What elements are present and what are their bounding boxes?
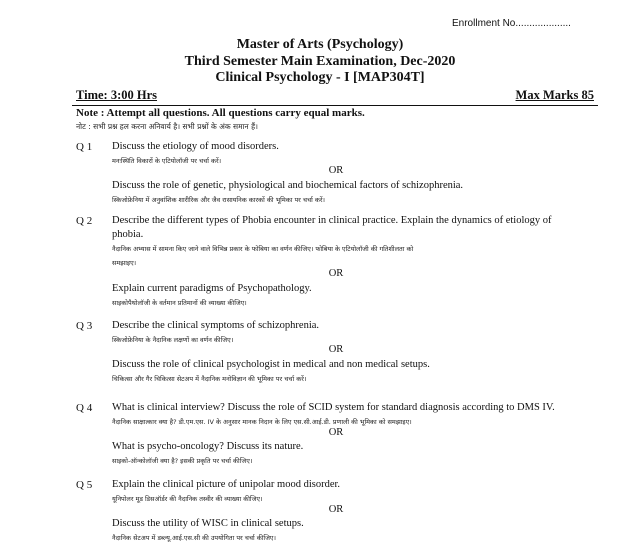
question-number: Q 5 xyxy=(76,479,93,491)
question-text-hindi: नैदानिक अभ्यास में सामना किए जाने वाले विभिन्न प्रकार के फोबिया का वर्णन कीजिए। फोबिया के एटियोलॉजी की गतिशीलता को xyxy=(112,245,414,253)
exam-time: Time: 3:00 Hrs xyxy=(76,88,158,102)
instructions-english: Note : Attempt all questions. All questions carry equal marks. xyxy=(76,107,365,119)
exam-info-bar xyxy=(72,87,598,106)
question-text-hindi-cont: समझाइए। xyxy=(112,259,137,267)
question-number: Q 3 xyxy=(76,320,93,332)
question-alternative: Discuss the role of genetic, physiological and biochemical factors of schizophrenia. xyxy=(112,180,464,191)
enrollment-number: Enrollment No.................... xyxy=(452,18,571,29)
question-text: What is clinical interview? Discuss the role of SCID system for standard diagnosis according to DMS IV. xyxy=(112,402,555,413)
or-divider: OR xyxy=(328,504,344,515)
question-text: Explain the clinical picture of unipolar mood disorder. xyxy=(112,479,341,490)
exam-title: Third Semester Main Examination, Dec-2020 xyxy=(184,54,456,69)
question-number: Q 2 xyxy=(76,215,93,227)
or-divider: OR xyxy=(328,427,344,438)
degree-title: Master of Arts (Psychology) xyxy=(236,37,404,52)
question-text: Describe the clinical symptoms of schizophrenia. xyxy=(112,320,320,331)
question-number: Q 4 xyxy=(76,402,93,414)
question-alternative-hindi: साइको-ऑन्कोलॉजी क्या है? इसकी प्रकृति पर चर्चा कीजिए। xyxy=(112,457,253,465)
question-text-cont: phobia. xyxy=(112,229,144,240)
course-title: Clinical Psychology - I [MAP304T] xyxy=(215,70,425,85)
question-text: Discuss the etiology of mood disorders. xyxy=(112,141,279,152)
question-alternative-hindi: साइकोपैथोलॉजी के वर्तमान प्रतिमानों की व्याख्या कीजिए। xyxy=(112,299,247,307)
question-alternative-hindi: चिकित्सा और गैर चिकित्सा सेटअप में नैदानिक मनोविज्ञान की भूमिका पर चर्चा करें। xyxy=(112,375,307,383)
max-marks: Max Marks 85 xyxy=(515,88,594,102)
question-number: Q 1 xyxy=(76,141,93,153)
question-alternative: Explain current paradigms of Psychopathology. xyxy=(112,283,312,294)
question-alternative-hindi: नैदानिक सेटअप में डब्ल्यू.आई.एस.सी की उपयोगिता पर चर्चा कीजिए। xyxy=(112,534,276,542)
or-divider: OR xyxy=(328,165,344,176)
or-divider: OR xyxy=(328,344,344,355)
instructions-hindi: नोट : सभी प्रश्न हल करना अनिवार्य है। सभी प्रश्नों के अंक समान हैं। xyxy=(76,122,258,131)
question-text-hindi: मनःस्थिति विकारों के एटियोलॉजी पर चर्चा करें। xyxy=(112,157,222,165)
or-divider: OR xyxy=(328,268,344,279)
question-alternative: Discuss the utility of WISC in clinical setups. xyxy=(112,518,304,529)
question-alternative-hindi: स्किजोफ्रेनिया में अनुवांशिक शारीरिक और जैव रासायनिक कारकों की भूमिका पर चर्चा करें। xyxy=(112,196,326,204)
question-text: Describe the different types of Phobia encounter in clinical practice. Explain the dynamics of etiology of xyxy=(112,215,552,226)
question-text-hindi: नैदानिक साक्षात्कार क्या है? डी.एम.एस. IV के अनुसार मानक निदान के लिए एस.सी.आई.डी. प्रणाली की भूमिका को समझाइए। xyxy=(112,418,412,426)
question-alternative: What is psycho-oncology? Discuss its nature. xyxy=(112,441,304,452)
question-text-hindi: स्किजोफ्रेनिया के नैदानिक लक्षणों का वर्णन कीजिए। xyxy=(112,336,234,344)
question-alternative: Discuss the role of clinical psychologist in medical and non medical setups. xyxy=(112,359,430,370)
question-text-hindi: यूनिपोलर मूड डिसऑर्डर की नैदानिक तस्वीर की व्याख्या कीजिए। xyxy=(112,495,263,503)
